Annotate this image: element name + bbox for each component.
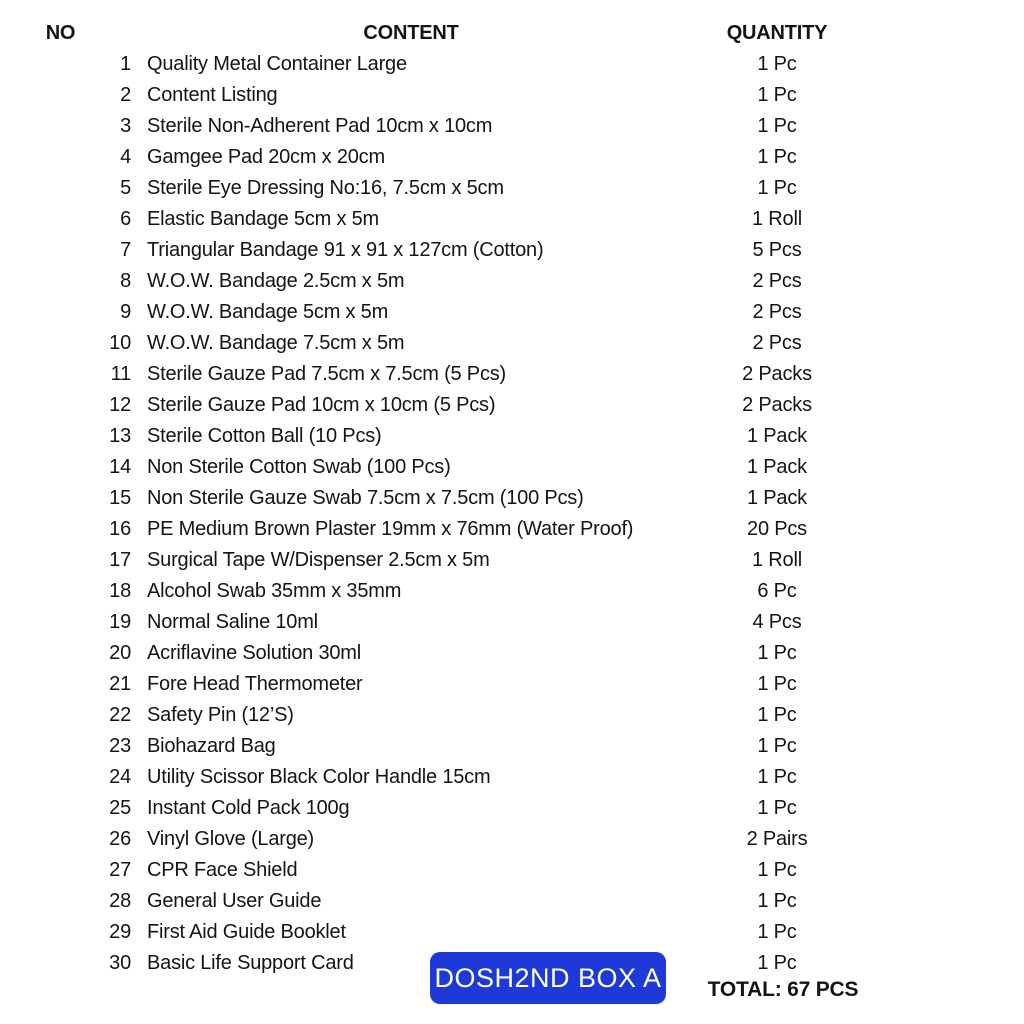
table-header-row — [0, 18, 880, 49]
table-row — [0, 266, 880, 297]
row-quantity: 4 Pcs — [752, 611, 802, 633]
row-number: 8 — [120, 270, 131, 292]
row-content: W.O.W. Bandage 2.5cm x 5m — [147, 270, 405, 292]
row-number: 4 — [120, 146, 131, 168]
row-quantity: 2 Pairs — [746, 828, 808, 850]
row-number: 9 — [120, 301, 131, 323]
row-content: Surgical Tape W/Dispenser 2.5cm x 5m — [147, 549, 490, 571]
box-badge: DOSH2ND BOX A — [430, 952, 666, 1004]
row-content: Safety Pin (12’S) — [147, 704, 294, 726]
row-quantity: 5 Pcs — [752, 239, 802, 261]
table-row — [0, 700, 880, 731]
table-row — [0, 328, 880, 359]
row-quantity: 1 Pc — [757, 704, 797, 726]
row-quantity: 1 Pc — [757, 146, 797, 168]
row-quantity: 1 Pc — [757, 642, 797, 664]
table-row — [0, 390, 880, 421]
row-number: 1 — [120, 53, 131, 75]
row-number: 18 — [109, 580, 131, 602]
row-quantity: 1 Pc — [757, 673, 797, 695]
table-row — [0, 762, 880, 793]
row-content: Basic Life Support Card — [147, 952, 354, 974]
row-number: 20 — [109, 642, 131, 664]
row-content: W.O.W. Bandage 5cm x 5m — [147, 301, 389, 323]
row-number: 26 — [109, 828, 131, 850]
table-row — [0, 824, 880, 855]
row-number: 24 — [109, 766, 131, 788]
table-row — [0, 731, 880, 762]
row-content: Acriflavine Solution 30ml — [147, 642, 361, 664]
row-number: 17 — [109, 549, 131, 571]
row-content: Gamgee Pad 20cm x 20cm — [147, 146, 385, 168]
table-row — [0, 669, 880, 700]
table-row — [0, 49, 880, 80]
row-quantity: 2 Packs — [742, 394, 812, 416]
row-quantity: 1 Pack — [747, 456, 807, 478]
row-content: W.O.W. Bandage 7.5cm x 5m — [147, 332, 405, 354]
row-number: 2 — [120, 84, 131, 106]
row-content: Biohazard Bag — [147, 735, 276, 757]
table-row — [0, 886, 880, 917]
row-content: Non Sterile Gauze Swab 7.5cm x 7.5cm (100 Pcs) — [147, 487, 584, 509]
row-number: 6 — [120, 208, 131, 230]
row-quantity: 1 Roll — [752, 208, 802, 230]
row-quantity: 1 Pack — [747, 487, 807, 509]
table-row — [0, 607, 880, 638]
row-quantity: 1 Pack — [747, 425, 807, 447]
row-content: Sterile Cotton Ball (10 Pcs) — [147, 425, 382, 447]
row-number: 11 — [110, 363, 131, 385]
row-content: Quality Metal Container Large — [147, 53, 407, 75]
row-content: Triangular Bandage 91 x 91 x 127cm (Cotton) — [147, 239, 544, 261]
content-table — [0, 18, 880, 979]
row-number: 21 — [109, 673, 131, 695]
row-number: 13 — [109, 425, 131, 447]
row-quantity: 2 Packs — [742, 363, 812, 385]
row-number: 27 — [109, 859, 131, 881]
row-quantity: 2 Pcs — [752, 332, 802, 354]
row-quantity: 20 Pcs — [747, 518, 807, 540]
row-quantity: 1 Pc — [757, 921, 797, 943]
row-content: Non Sterile Cotton Swab (100 Pcs) — [147, 456, 451, 478]
table-row — [0, 917, 880, 948]
row-content: Elastic Bandage 5cm x 5m — [147, 208, 379, 230]
table-row — [0, 204, 880, 235]
table-row — [0, 855, 880, 886]
table-body — [0, 49, 880, 979]
header-content: CONTENT — [363, 22, 459, 44]
row-quantity: 2 Pcs — [752, 301, 802, 323]
row-number: 25 — [109, 797, 131, 819]
table-row — [0, 142, 880, 173]
row-quantity: 2 Pcs — [752, 270, 802, 292]
row-number: 22 — [109, 704, 131, 726]
row-content: Vinyl Glove (Large) — [147, 828, 315, 850]
table-row — [0, 235, 880, 266]
row-content: First Aid Guide Booklet — [147, 921, 346, 943]
row-number: 5 — [120, 177, 131, 199]
row-content: CPR Face Shield — [147, 859, 298, 881]
row-content: General User Guide — [147, 890, 322, 912]
row-number: 23 — [109, 735, 131, 757]
table-row — [0, 421, 880, 452]
row-quantity: 1 Pc — [757, 766, 797, 788]
row-quantity: 1 Pc — [757, 84, 797, 106]
row-number: 7 — [120, 239, 131, 261]
row-quantity: 1 Pc — [757, 53, 797, 75]
row-number: 15 — [109, 487, 131, 509]
row-quantity: 1 Pc — [757, 797, 797, 819]
row-content: Sterile Non-Adherent Pad 10cm x 10cm — [147, 115, 493, 137]
row-content: Sterile Gauze Pad 10cm x 10cm (5 Pcs) — [147, 394, 496, 416]
table-row — [0, 545, 880, 576]
row-quantity: 1 Pc — [757, 890, 797, 912]
table-row — [0, 483, 880, 514]
table-row — [0, 576, 880, 607]
row-quantity: 1 Pc — [757, 952, 797, 974]
table-row — [0, 297, 880, 328]
row-number: 10 — [109, 332, 131, 354]
total-count: TOTAL: 67 PCS — [707, 978, 859, 1001]
row-quantity: 1 Pc — [757, 177, 797, 199]
row-quantity: 1 Pc — [757, 859, 797, 881]
row-content: Content Listing — [147, 84, 278, 106]
table-row — [0, 638, 880, 669]
table-row — [0, 514, 880, 545]
row-number: 3 — [120, 115, 131, 137]
table-row — [0, 359, 880, 390]
row-content: Sterile Eye Dressing No:16, 7.5cm x 5cm — [147, 177, 504, 199]
row-number: 16 — [109, 518, 131, 540]
row-content: Alcohol Swab 35mm x 35mm — [147, 580, 402, 602]
row-number: 28 — [109, 890, 131, 912]
row-content: Instant Cold Pack 100g — [147, 797, 350, 819]
row-quantity: 6 Pc — [757, 580, 797, 602]
row-quantity: 1 Roll — [752, 549, 802, 571]
row-number: 30 — [109, 952, 131, 974]
header-no: NO — [45, 22, 76, 44]
table-row — [0, 111, 880, 142]
row-number: 12 — [109, 394, 131, 416]
table-row — [0, 793, 880, 824]
row-content: Fore Head Thermometer — [147, 673, 363, 695]
header-quantity: QUANTITY — [726, 22, 828, 44]
row-quantity: 1 Pc — [757, 735, 797, 757]
table-row — [0, 80, 880, 111]
table-row — [0, 452, 880, 483]
row-number: 29 — [109, 921, 131, 943]
row-content: Utility Scissor Black Color Handle 15cm — [147, 766, 491, 788]
row-content: Sterile Gauze Pad 7.5cm x 7.5cm (5 Pcs) — [147, 363, 507, 385]
row-content: PE Medium Brown Plaster 19mm x 76mm (Water Proof) — [147, 518, 634, 540]
table-row — [0, 173, 880, 204]
row-quantity: 1 Pc — [757, 115, 797, 137]
row-number: 19 — [109, 611, 131, 633]
row-content: Normal Saline 10ml — [147, 611, 318, 633]
row-number: 14 — [109, 456, 131, 478]
